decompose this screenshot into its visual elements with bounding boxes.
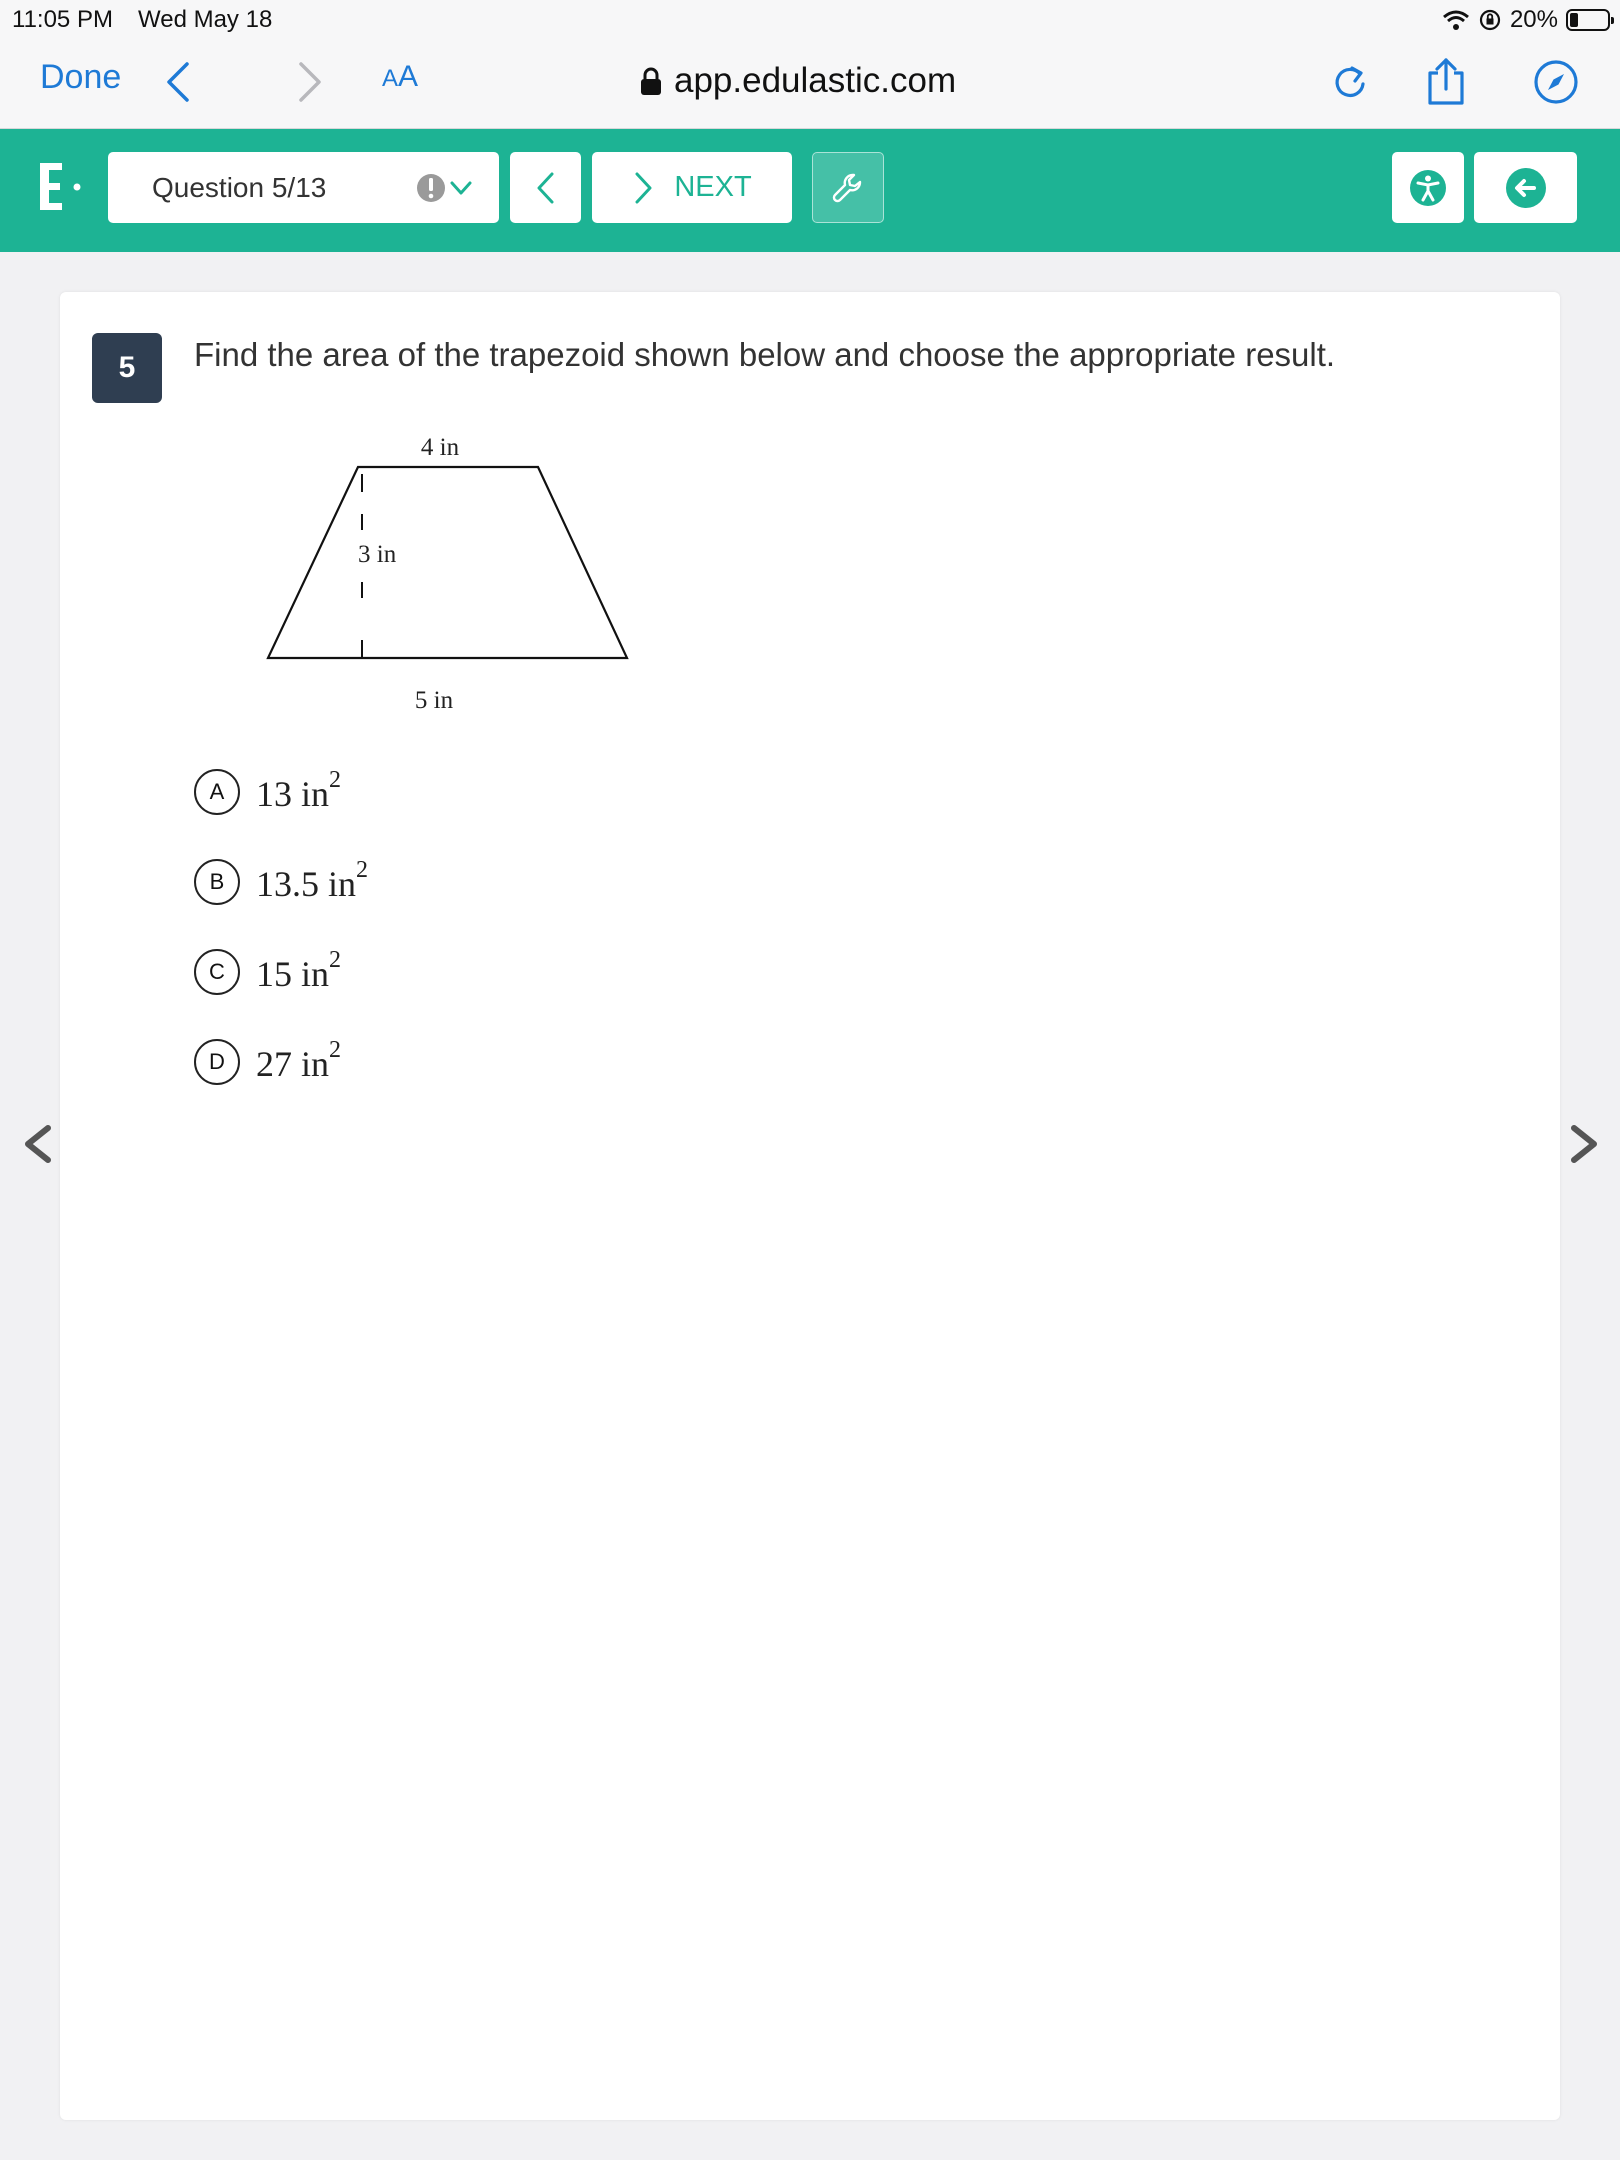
option-a[interactable] bbox=[194, 762, 694, 822]
option-a-value: 13 in bbox=[256, 774, 330, 814]
option-a-radio[interactable]: A bbox=[194, 769, 240, 815]
question-selector-label: Question 5/13 bbox=[152, 172, 327, 203]
text-size-large-a: A bbox=[398, 60, 419, 93]
height-label: 3 in bbox=[358, 541, 397, 568]
share-button[interactable] bbox=[1418, 54, 1474, 110]
option-d-text bbox=[256, 1037, 342, 1085]
status-bar bbox=[0, 0, 1620, 40]
forward-button[interactable] bbox=[282, 54, 338, 110]
reload-button[interactable] bbox=[1322, 54, 1378, 110]
option-b[interactable] bbox=[194, 852, 694, 912]
url-text: app.edulastic.com bbox=[674, 61, 957, 100]
next-chevron-icon bbox=[632, 171, 654, 205]
bookmarks-button[interactable] bbox=[1528, 54, 1584, 110]
option-d-exponent: 2 bbox=[329, 1037, 342, 1063]
next-label: NEXT bbox=[674, 171, 752, 203]
question-selector[interactable] bbox=[108, 152, 499, 223]
text-size-button[interactable] bbox=[382, 60, 418, 94]
flag-alert-icon bbox=[416, 172, 476, 204]
back-button[interactable] bbox=[150, 54, 206, 110]
previous-question-button[interactable] bbox=[510, 152, 581, 223]
exit-button[interactable] bbox=[1474, 152, 1577, 223]
option-c-exponent: 2 bbox=[329, 947, 342, 973]
option-a-exponent: 2 bbox=[329, 767, 342, 793]
back-chevron-icon bbox=[163, 60, 193, 104]
compass-icon bbox=[1533, 59, 1579, 105]
chevron-down-icon bbox=[452, 183, 470, 193]
question-text: Find the area of the trapezoid shown below and choose the appropriate result. bbox=[194, 336, 1336, 373]
question-number: 5 bbox=[92, 333, 162, 403]
lock-icon bbox=[640, 66, 662, 96]
address-bar[interactable] bbox=[640, 56, 956, 106]
text-size-small-a: A bbox=[382, 65, 399, 92]
option-d-radio[interactable]: D bbox=[194, 1039, 240, 1085]
accessibility-button[interactable] bbox=[1392, 152, 1464, 223]
battery-percentage: 20% bbox=[1509, 6, 1558, 33]
option-c-radio[interactable]: C bbox=[194, 949, 240, 995]
exit-arrow-icon bbox=[1505, 167, 1547, 209]
battery-icon bbox=[1566, 9, 1610, 31]
option-b-radio[interactable]: B bbox=[194, 859, 240, 905]
previous-page-arrow-icon[interactable] bbox=[20, 1124, 56, 1164]
option-b-exponent: 2 bbox=[356, 857, 369, 883]
option-d[interactable] bbox=[194, 1032, 694, 1092]
tools-button[interactable] bbox=[812, 152, 884, 223]
wrench-icon bbox=[831, 171, 865, 205]
option-b-text bbox=[256, 857, 369, 905]
option-b-value: 13.5 in bbox=[256, 864, 357, 904]
option-a-text bbox=[256, 767, 342, 815]
question-card bbox=[60, 292, 1560, 2120]
browser-toolbar bbox=[0, 40, 1620, 129]
trapezoid-figure bbox=[200, 422, 640, 732]
wifi-icon bbox=[1442, 9, 1470, 31]
trapezoid-shape bbox=[268, 467, 627, 658]
option-c-text bbox=[256, 947, 342, 995]
app-toolbar bbox=[0, 129, 1620, 252]
status-time: 11:05 PM bbox=[12, 6, 113, 33]
option-c[interactable] bbox=[194, 942, 694, 1002]
forward-chevron-icon bbox=[295, 60, 325, 104]
share-icon bbox=[1424, 57, 1468, 107]
next-question-button[interactable] bbox=[592, 152, 792, 223]
accessibility-icon bbox=[1409, 169, 1447, 207]
bottom-base-label: 5 in bbox=[414, 687, 454, 714]
top-base-label: 4 in bbox=[420, 434, 460, 461]
status-date: Wed May 18 bbox=[138, 6, 273, 33]
option-d-value: 27 in bbox=[256, 1044, 330, 1084]
next-page-arrow-icon[interactable] bbox=[1566, 1124, 1602, 1164]
battery-level bbox=[1570, 13, 1578, 27]
orientation-lock-icon bbox=[1478, 8, 1502, 32]
option-c-value: 15 in bbox=[256, 954, 330, 994]
logo-icon bbox=[36, 157, 96, 217]
reload-icon bbox=[1330, 62, 1370, 102]
prev-chevron-icon bbox=[535, 171, 557, 205]
status-indicators bbox=[1442, 4, 1610, 36]
done-button[interactable]: Done bbox=[40, 58, 122, 96]
